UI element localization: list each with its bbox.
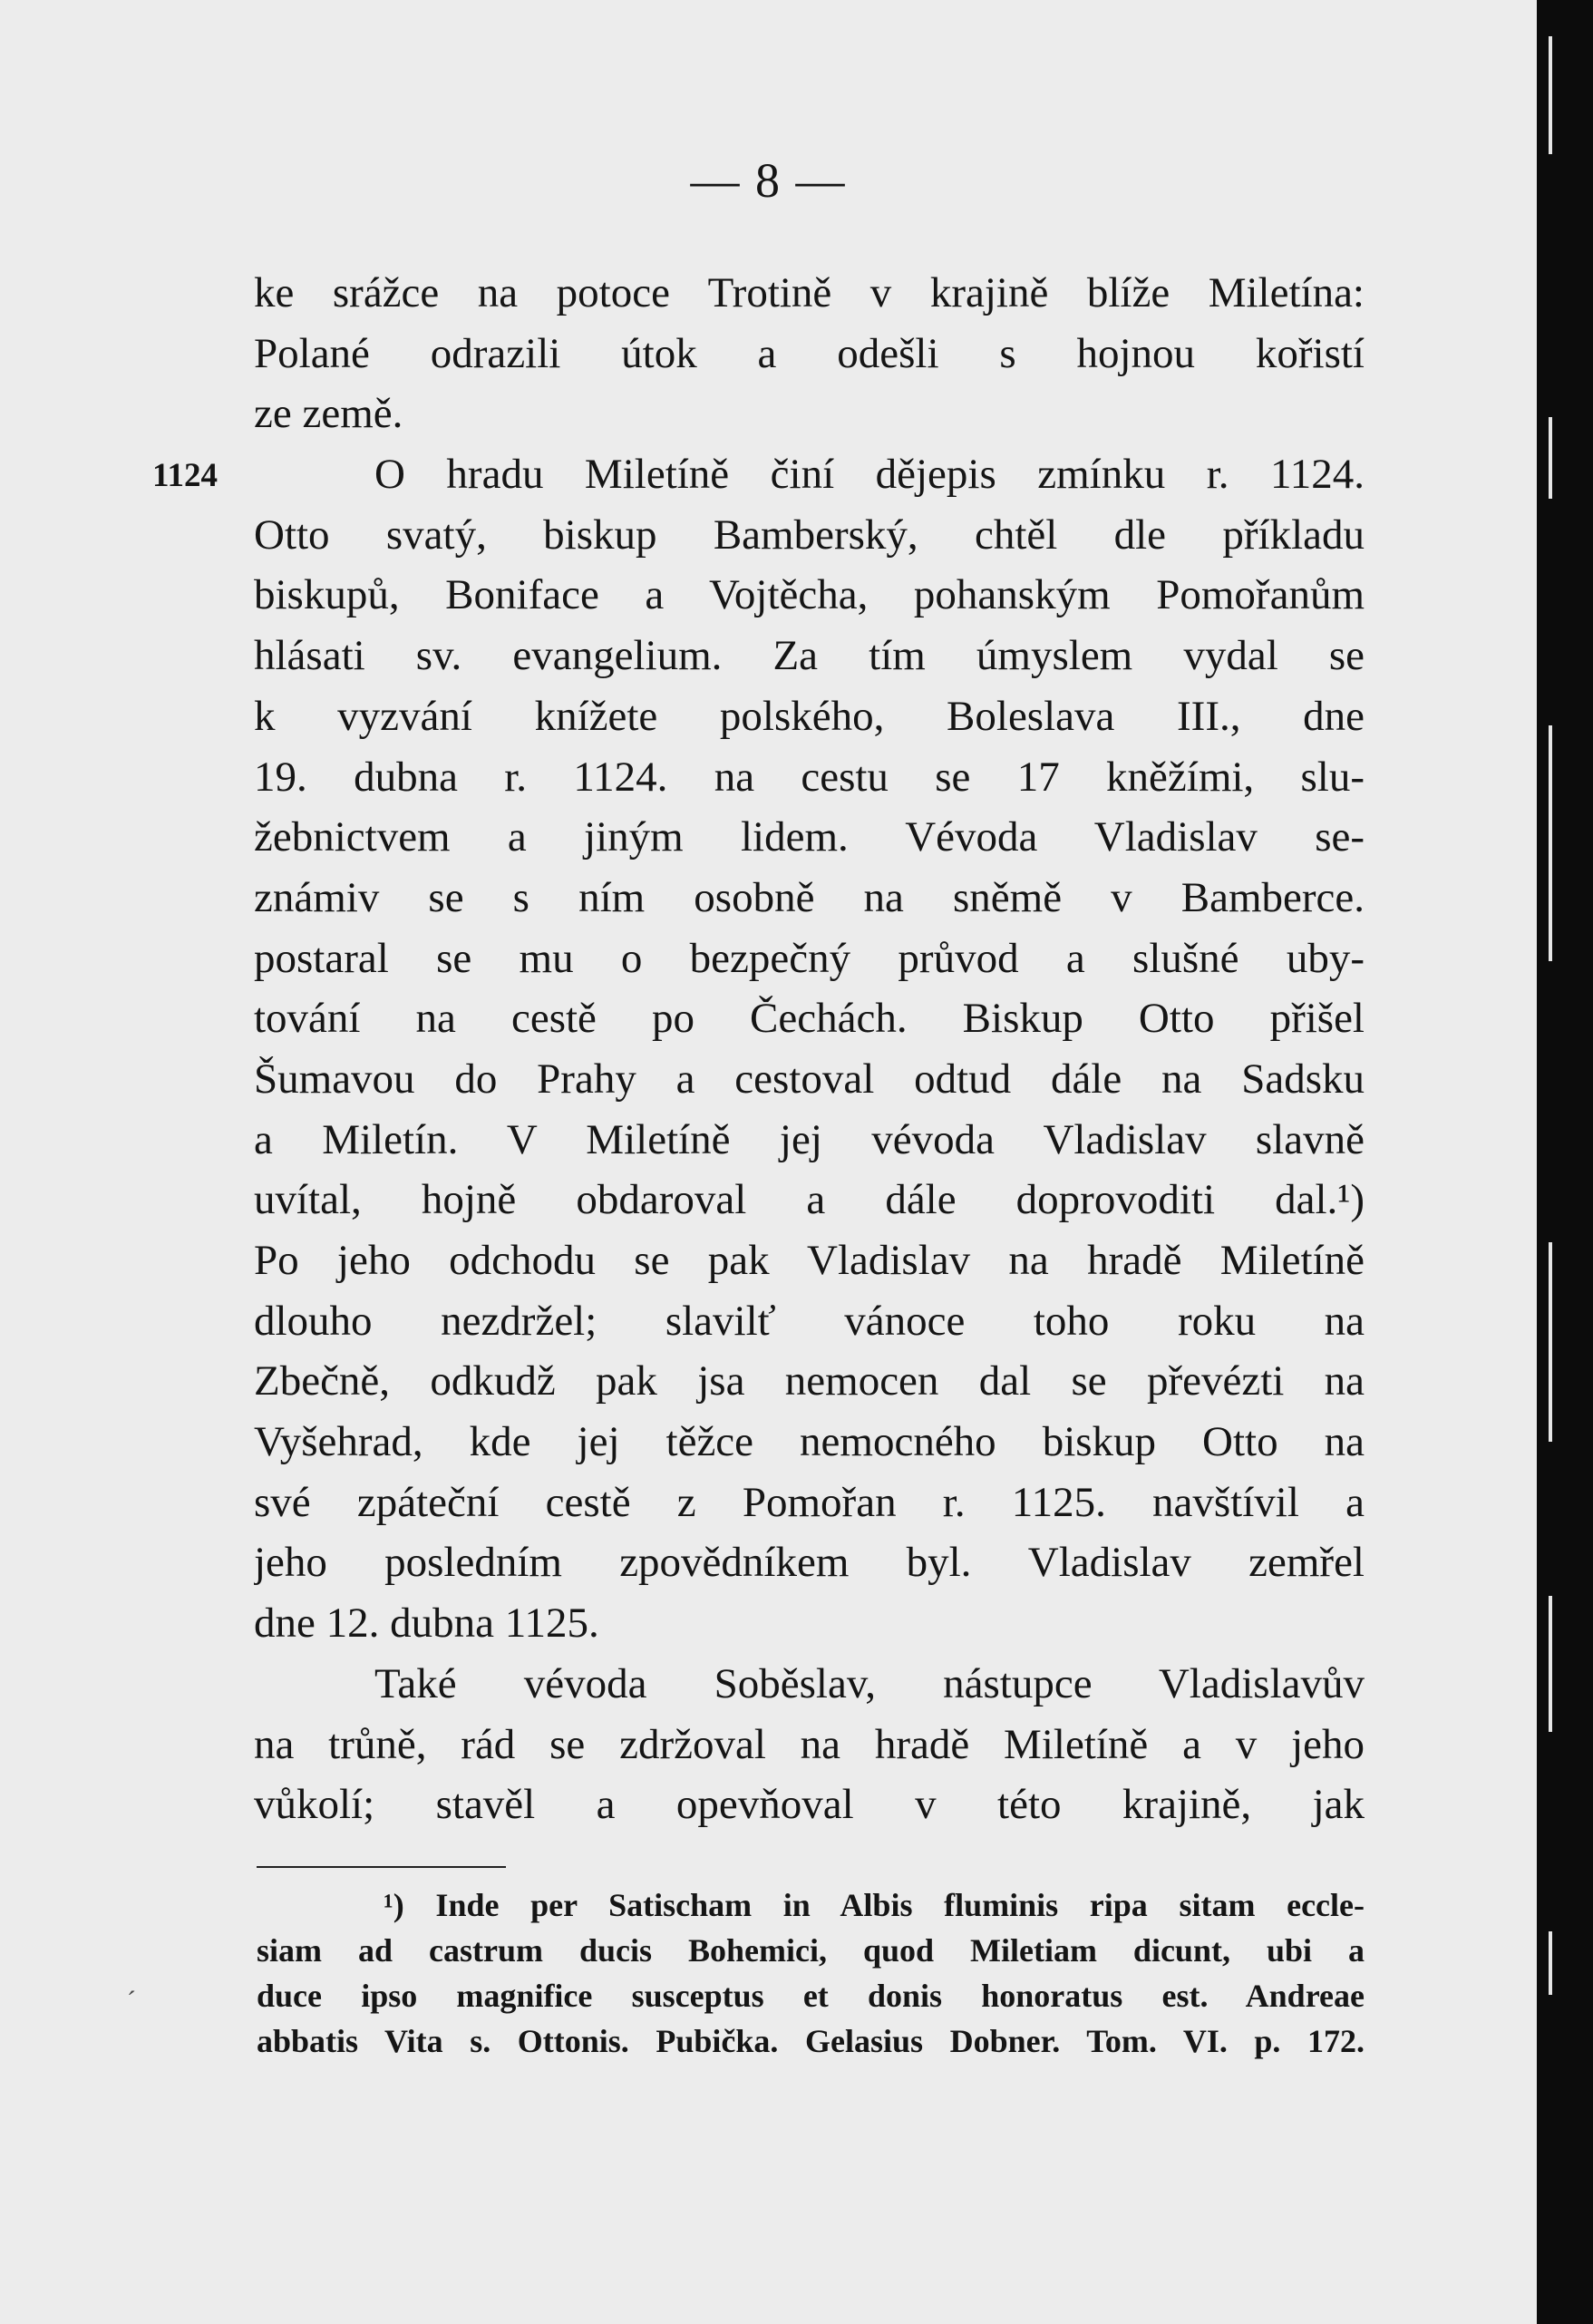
margin-year-note: 1124 [152, 457, 218, 494]
scan-mark: ˊ [127, 1986, 136, 2016]
text-line: Vyšehrad, kde jej těžce nemocného biskup Otto na [254, 1418, 1365, 1466]
text-line: ze země. [254, 390, 403, 438]
text-line: O hradu Miletíně činí dějepis zmínku r. 1124. [374, 451, 1365, 499]
text-line: Šumavou do Prahy a cestoval odtud dále na Sadsku [254, 1055, 1365, 1103]
edge-highlight [1549, 417, 1552, 499]
footnote-divider [257, 1866, 506, 1868]
footnote-line: siam ad castrum ducis Bohemici, quod Miletiam dicunt, ubi a [257, 1932, 1365, 1969]
text-line: postaral se mu o bezpečný průvod a slušné uby- [254, 934, 1365, 982]
text-line: své zpáteční cestě z Pomořan r. 1125. navštívil a [254, 1478, 1365, 1526]
text-line: tování na cestě po Čechách. Biskup Otto přišel [254, 995, 1365, 1043]
main-text-block [254, 263, 1365, 1835]
text-line: dlouho nezdržel; slavilť vánoce toho roku na [254, 1297, 1365, 1345]
text-line: hlásati sv. evangelium. Za tím úmyslem vydal se [254, 632, 1365, 680]
text-line: Po jeho odchodu se pak Vladislav na hradě Miletíně [254, 1237, 1365, 1284]
text-line: Polané odrazili útok a odešli s hojnou kořistí [254, 329, 1365, 377]
text-line: jeho posledním zpovědníkem byl. Vladislav zemřel [254, 1539, 1365, 1587]
text-line: Také vévoda Soběslav, nástupce Vladislavův [374, 1659, 1365, 1707]
text-line: dne 12. dubna 1125. [254, 1600, 599, 1648]
text-line: ke srážce na potoce Trotině v krajině blíže Miletína: [254, 269, 1365, 316]
text-line: Zbečně, odkudž pak jsa nemocen dal se převézti na [254, 1357, 1365, 1405]
edge-highlight [1549, 36, 1552, 154]
text-line: 19. dubna r. 1124. na cestu se 17 kněžími, slu- [254, 753, 1365, 801]
text-line: známiv se s ním osobně na sněmě v Bamberce. [254, 873, 1365, 921]
footnote-line: abbatis Vita s. Ottonis. Pubička. Gelasius Dobner. Tom. VI. p. 172. [257, 2023, 1365, 2059]
text-line: uvítal, hojně obdaroval a dále doprovoditi dal.¹) [254, 1176, 1365, 1224]
text-line: k vyzvání knížete polského, Boleslava III., dne [254, 692, 1365, 740]
edge-highlight [1549, 1242, 1552, 1442]
page-number: — 8 — [690, 153, 847, 208]
footnote-line: ¹) Inde per Satischam in Albis fluminis ripa sitam eccle- [384, 1887, 1365, 1923]
text-line: Otto svatý, biskup Bamberský, chtěl dle příkladu [254, 511, 1365, 559]
edge-highlight [1549, 1931, 1552, 1995]
edge-highlight [1549, 1596, 1552, 1732]
footnote-line: duce ipso magnifice susceptus et donis honoratus est. Andreae [257, 1978, 1365, 2014]
text-line: na trůně, rád se zdržoval na hradě Miletíně a v jeho [254, 1720, 1365, 1768]
text-line: a Miletín. V Miletíně jej vévoda Vladislav slavně [254, 1115, 1365, 1163]
text-line: vůkolí; stavěl a opevňoval v této krajině, jak [254, 1781, 1365, 1829]
binding-edge [1537, 0, 1593, 2324]
footnote-block [257, 1882, 1365, 2064]
text-line: žebnictvem a jiným lidem. Vévoda Vladislav se- [254, 813, 1365, 861]
text-line: biskupů, Boniface a Vojtěcha, pohanským Pomořanům [254, 571, 1365, 619]
edge-highlight [1549, 725, 1552, 961]
